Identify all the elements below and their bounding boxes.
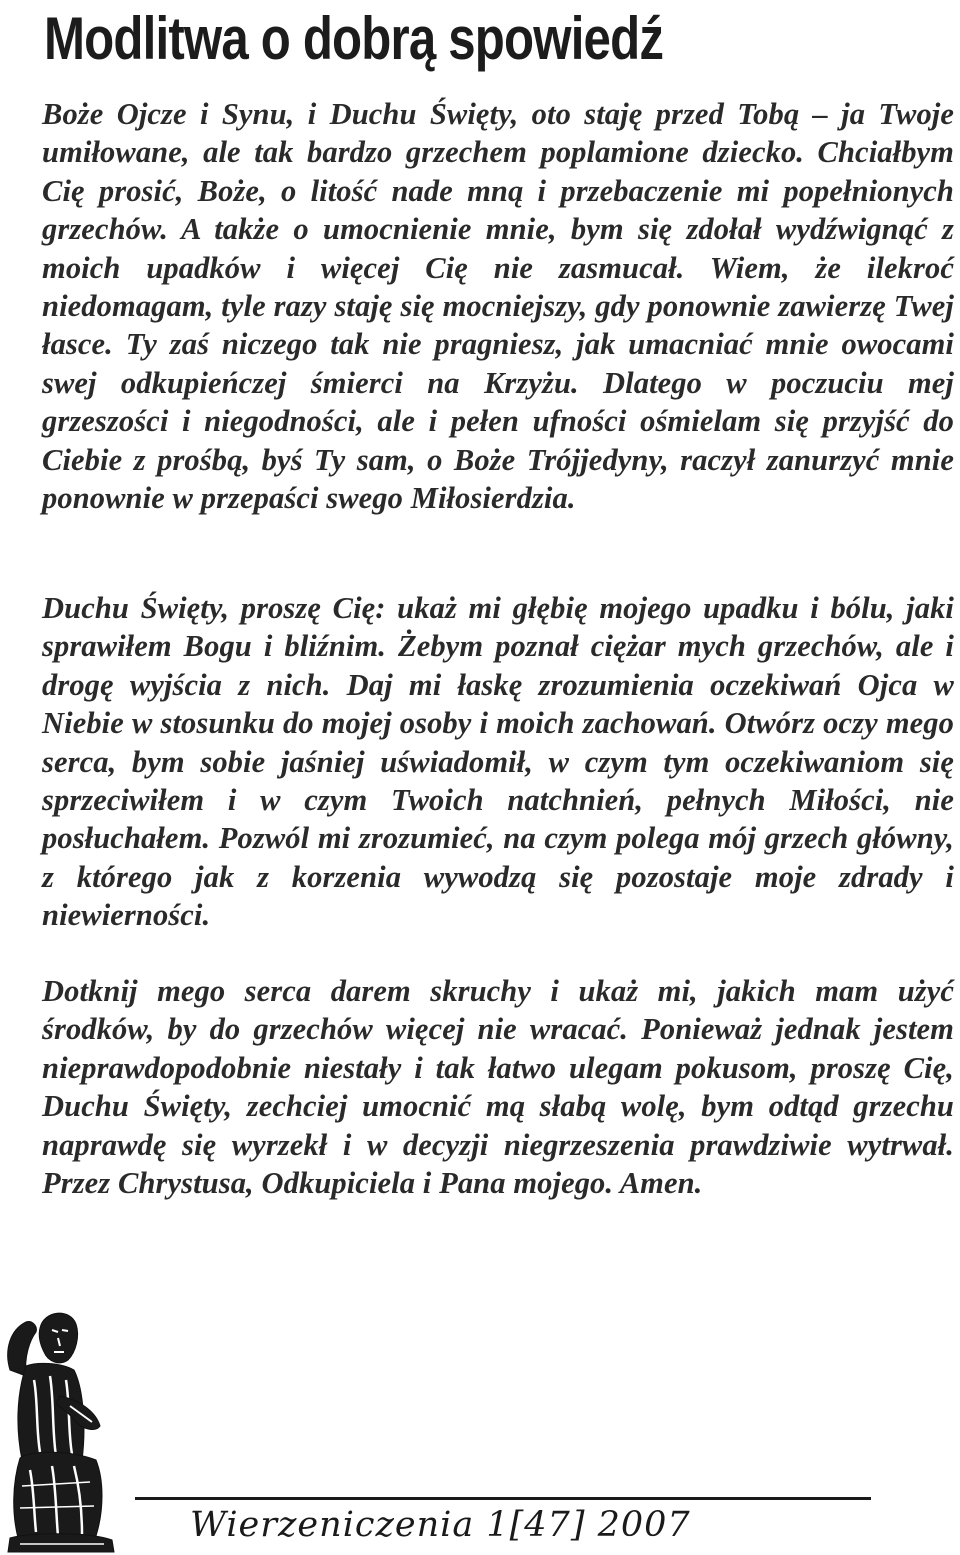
prayer-paragraph-2: Duchu Święty, proszę Cię: ukaż mi głębię mojego upadku i bólu, jaki sprawiłem Bogu i bliźnim. Żebym poznał ciężar mych grzechów, ale i drogę wyjścia z nich. Daj mi łaskę zrozumienia oczekiwań Ojca w Niebie w stosunku do mojej osoby i moich zachowań. Otwórz oczy mego serca, bym sobie jaśniej uświadomił, w czym tym oczekiwaniom się sprzeciwiłem i w czym Twoich natchnień, pełnych Miłości, nie posłuchałem. Pozwól mi zrozumieć, na czym polega mój grzech główny, z którego jak z korzenia wywodzą się pozostaje moje zdrady i niewierności.	[42, 591, 954, 933]
page-title: Modlitwa o dobrą spowiedź	[44, 5, 664, 72]
footer-divider	[135, 1497, 871, 1500]
footer-publication: Wierzeniczenia 1[47] 2007	[190, 1505, 691, 1545]
pensive-figure-icon	[0, 1300, 122, 1555]
prayer-paragraph-1: Boże Ojcze i Synu, i Duchu Święty, oto staję przed Tobą – ja Twoje umiłowane, ale tak bardzo grzechem poplamione dziecko. Chciałbym Cię prosić, Boże, o litość nade mną i przebaczenie mi popełnionych grzechów. A także o umocnienie mnie, bym się zdołał wydźwignąć z moich upadków i więcej Cię nie zasmucał. Wiem, że ilekroć niedomagam, tyle razy staję się mocniejszy, gdy ponownie zawierzę Twej łasce. Ty zaś niczego tak nie pragniesz, jak umacniać mnie owocami swej odkupieńczej śmierci na Krzyżu. Dlatego w poczuciu mej grzeszości i niegodności, ale i pełen ufności ośmielam się przyjść do Ciebie z prośbą, byś Ty sam, o Boże Trójjedyny, raczył zanurzyć mnie ponownie w przepaści swego Miłosierdzia.	[42, 97, 954, 516]
prayer-paragraph-3: Dotknij mego serca darem skruchy i ukaż mi, jakich mam użyć środków, by do grzechów więcej nie wracać. Ponieważ jednak jestem nieprawdopodobnie niestały i tak łatwo ulegam pokusom, proszę Cię, Duchu Święty, zechciej umocnić mą słabą wolę, bym odtąd grzechu naprawdę się wyrzekł i w decyzji niegrzeszenia prawdziwie wytrwał. Przez Chrystusa, Odkupiciela i Pana mojego. Amen.	[42, 974, 954, 1201]
